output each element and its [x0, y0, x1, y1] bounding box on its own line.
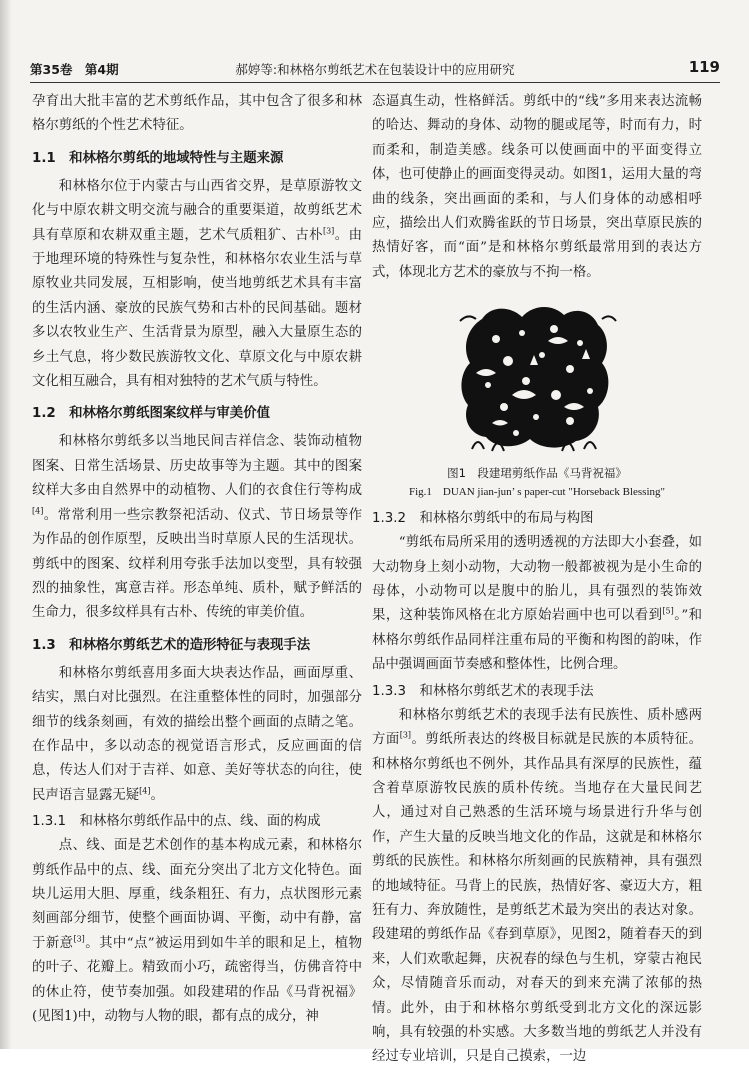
text-run: 。由于地理环境的特殊性与复杂性，和林格尔农业生活与草原牧业共同发展，互相影响，使当地剪纸艺术具有丰富的生活内涵、豪放的民族气势和古朴的民间基础。题材多以农牧业生产、生活背景为原型，融入大量原生态的乡土气息，将少数民族游牧文化、草原文化与中原农耕文化相互融合，具有相对独特的艺术气质与特性。	[32, 227, 363, 390]
paragraph	[372, 704, 702, 1070]
text-run: 。剪纸所表达的终极目标就是民族的本质特征。和林格尔剪纸也不例外，其作品具有深厚的民族性，蕴含着草原游牧民族的质朴传统。当地存在大量民间艺人，通过对自己熟悉的生活环境与场景进行升华与创作，产生大量的反映当地文化的作品，这就是和林格尔剪纸的民族性。和林格尔所刻画的民族精神，具有强烈的地域特征。马背上的民族，热情好客、豪迈大方，粗狂有力、奔放随性，是剪纸艺术最为突出的表达对象。段建珺的剪纸作品《春到草原》，见图2，随着春天的到来，人们欢歌起舞，庆祝春的绿色与生机，穿蒙古袍民众，尽情随音乐而动，对春天的到来充满了浓郁的热情。此外，由于和林格尔剪纸受到北方文化的深远影响，具有较强的朴实感。大多数当地的剪纸艺人并没有经过专业培训，只是自己摸索，一边	[372, 732, 703, 1065]
header-rule	[30, 82, 720, 83]
citation-ref: [3]	[73, 934, 85, 944]
text-run: 。”和林格尔剪纸作品同样注重布局的平衡和构图的韵味，作品中强调画面节奏感和整体性，比例合理。	[372, 608, 702, 673]
citation-ref: [4]	[139, 786, 151, 796]
section-heading-1-3: 1.3 和林格尔剪纸艺术的造形特征与表现手法	[32, 637, 311, 653]
paragraph	[372, 531, 702, 677]
figure-caption-cn: 图1 段建珺剪纸作品《马背祝福》	[447, 466, 627, 481]
text-run: 和林格尔位于内蒙古与山西省交界，是草原游牧文化与中原农耕文明交流与融合的重要渠道，故剪纸艺术具有草原和农耕双重主题，艺术气质粗犷、古朴	[32, 178, 362, 243]
text-run: 和林格尔剪纸喜用多面大块表达作品，画面厚重、结实，黑白对比强烈。在注重整体性的同时，加强部分细节的线条刻画，有效的描绘出整个画面的点睛之笔。在作品中，多以动态的视觉语言形式，反应画面的信息，传达人们对于吉祥、如意、美好等状态的向往，使民声语言显露无疑	[32, 665, 362, 803]
text-run: “剪纸布局所采用的透明透视的方法即大小套叠，如大动物身上刻小动物，大动物一般都被视为是小生命的母体，小动物可以是腹中的胎儿，具有强烈的装饰效果，这种装饰风格在北方原始岩画中也可以看到	[372, 535, 702, 624]
paragraph: 孕育出大批丰富的艺术剪纸作品，其中包含了很多和林格尔剪纸的个性艺术特征。	[32, 94, 362, 134]
page-edge-shadow	[0, 0, 12, 1049]
papercut-image	[452, 299, 622, 455]
running-header	[30, 56, 720, 78]
text-run: 。	[150, 787, 164, 803]
paragraph	[32, 430, 362, 625]
figure-1	[372, 299, 702, 501]
citation-ref: [3]	[399, 730, 412, 740]
paragraph: 态逼真生动，性格鲜活。剪纸中的“线”多用来表达流畅的哈达、舞动的身体、动物的腿或尾等，时而有力，时而柔和，制造美感。线条可以使画面中的平面变得立体，也可使静止的画面变得灵动。如图1，运用大量的弯曲的线条，突出画面的柔和，与人们身体的动感相呼应，描绘出人们欢腾雀跃的节日场景，突出草原民族的热情好客，而“面”是和林格尔剪纸最常用到的表达方式，体现北方艺术的豪放与不拘一格。	[372, 94, 702, 280]
running-title: 郝婷等:和林格尔剪纸艺术在包装设计中的应用研究	[235, 62, 515, 77]
text-run: 点、线、面是艺术创作的基本构成元素，和林格尔剪纸作品中的点、线、面充分突出了北方文化特色。面块儿运用大胆、厚重，线条粗狂、有力，点状图形元素刻画部分细节，使整个画面协调、平衡，动中有静，富于新意	[32, 838, 362, 951]
volume-issue: 第35卷 第4期	[30, 62, 119, 77]
text-run: 。常常利用一些宗教祭祀活动、仪式、节日场景等作为作品的创作原型，反映出当时草原人民的生活现状。剪纸中的图案、纹样利用夸张手法加以变型，具有较强烈的抽象性，寓意吉祥。形态单纯、质朴，赋予鲜活的生命力，很多纹样具有古朴、传统的审美价值。	[32, 507, 362, 621]
text-run: 。其中“点”被运用到如牛羊的眼和足上，植物的叶子、花瓣上。精致而小巧，疏密得当，仿佛音符中的休止符，使节奏加强。如段建珺的作品《马背祝福》(见图1)中，动物与人物的眼，都有点的成分，神	[32, 935, 362, 1024]
page-number: 119	[688, 58, 720, 76]
citation-ref: [3]	[322, 226, 335, 236]
paragraph	[32, 662, 362, 808]
left-column	[32, 90, 362, 1029]
text-run: 和林格尔剪纸多以当地民间吉祥信念、装饰动植物图案、日常生活场景、历史故事等为主题。其中的图案纹样大多由自然界中的动植物、人们的衣食住行等构成	[32, 434, 362, 499]
figure-caption-en: Fig.1 DUAN jian-jun’ s paper-cut "Horseback Blessing"	[408, 486, 665, 499]
subsection-heading-1-3-1: 1.3.1 和林格尔剪纸作品中的点、线、面的构成	[32, 814, 321, 830]
subsection-heading-1-3-3: 1.3.3 和林格尔剪纸艺术的表现手法	[372, 683, 594, 699]
text-run: 和林格尔剪纸艺术的表现手法有民族性、质朴感两方面	[372, 707, 702, 748]
right-column	[372, 90, 702, 1070]
section-heading-1-1: 1.1 和林格尔剪纸的地域特性与主题来源	[32, 150, 284, 166]
citation-ref: [4]	[32, 506, 44, 516]
paragraph	[32, 834, 362, 1029]
section-heading-1-2: 1.2 和林格尔剪纸图案纹样与审美价值	[32, 406, 270, 422]
paragraph	[32, 175, 362, 395]
citation-ref: [5]	[662, 607, 674, 616]
subsection-heading-1-3-2: 1.3.2 和林格尔剪纸中的布局与构图	[372, 511, 594, 527]
